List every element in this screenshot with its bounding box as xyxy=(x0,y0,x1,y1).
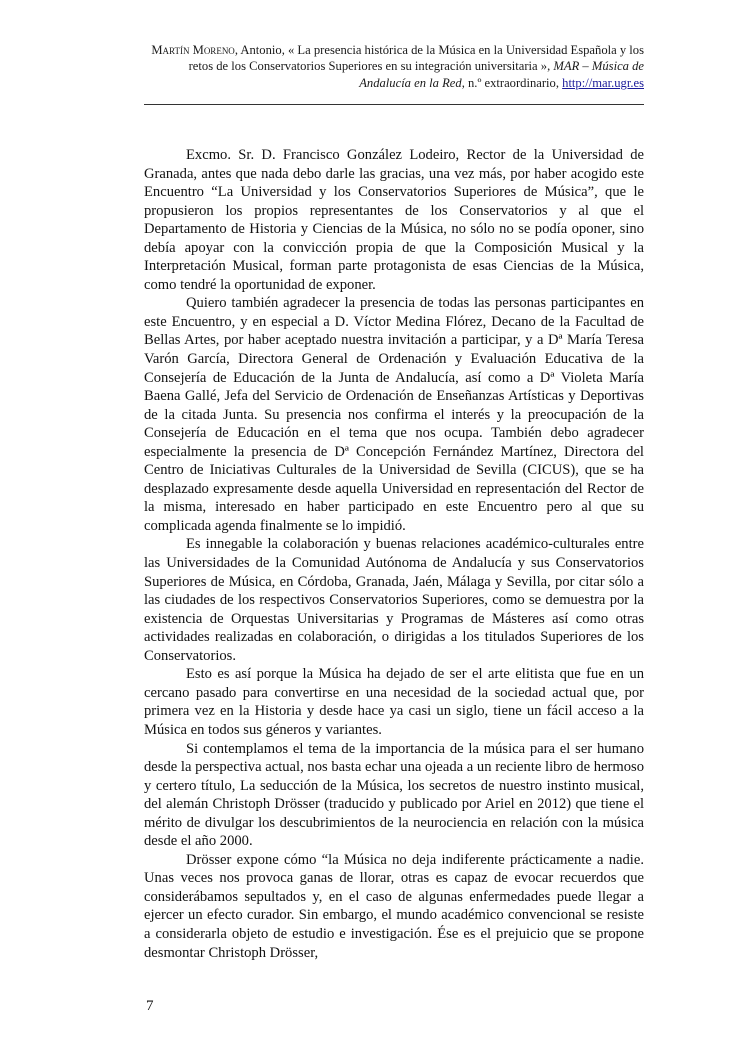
header-author: Martín Moreno xyxy=(151,43,235,57)
article-body xyxy=(144,146,644,962)
paragraph-3: Es innegable la colaboración y buenas relaciones académico-culturales entre las Universidades de la Comunidad Autónoma de Andalucía y sus Conservatorios Superiores de Música, en Córdoba, Granada, Jaén, Málaga y Sevilla, por citar sólo a las ciudades de los respectivos Conservatorios Superiores, como se demuestra por la existencia de Orquestas Universitarias y Programas de Másteres así como otras actividades realizadas en colaboración, o dirigidas a los titulados Superiores de los Conservatorios. xyxy=(144,536,644,664)
header-journal: MAR – Música de Andalucía en la Red xyxy=(359,59,644,90)
header-citation: , Antonio, « La presencia histórica de la Música en la Universidad Española y los retos de los Conservatorios Superiores en su integración universitaria », xyxy=(188,43,644,74)
running-header xyxy=(150,42,644,91)
paragraph-1: Excmo. Sr. D. Francisco González Lodeiro, Rector de la Universidad de Granada, antes que nada debo darle las gracias, una vez más, por haber acogido este Encuentro “La Universidad y los Conservatorios Superiores de Música”, que le propusieron los propios representantes de los Conservatorios y al que el Departamento de Historia y Ciencias de la Música, no sólo no se podía oponer, sino debía apoyar con la convicción propia de que la Composición Musical y la Interpretación Musical, forman parte protagonista de esas Ciencias de la Música, como tendré la oportunidad de exponer. xyxy=(144,147,644,293)
header-url-link[interactable]: http://mar.ugr.es xyxy=(562,75,644,90)
paragraph-2: Quiero también agradecer la presencia de todas las personas participantes en este Encuentro, y en especial a D. Víctor Medina Flórez, Decano de la Facultad de Bellas Artes, por haber aceptado nuestra invitación a participar, y a Dª María Teresa Varón García, Directora General de Ordenación y Evaluación Educativa de la Consejería de Educación de la Junta de Andalucía, así como a Dª Violeta María Baena Gallé, Jefa del Servicio de Ordenación de Enseñanzas Artísticas y Deportivas de la citada Junta. Su presencia nos confirma el interés y la preocupación de la Consejería de Educación en el tema que nos ocupa. También debo agradecer especialmente la presencia de Dª Concepción Fernández Martínez, Directora del Centro de Iniciativas Culturales de la Universidad de Sevilla (CICUS), que se ha desplazado expresamente desde aquella Universidad en representación del Rector de la misma, interesado en haber participado en este Encuentro pero al que su complicada agenda finalmente se lo impidió. xyxy=(144,295,644,534)
paragraph-6: Drösser expone cómo “la Música no deja indiferente prácticamente a nadie. Unas veces nos provoca ganas de llorar, otras es capaz de evocar recuerdos que considerábamos sepultados y, en el caso de algunas enfermedades puede llegar a ejercer un efecto curador. Sin embargo, el mundo académico convencional se resiste a considerarla objeto de estudio e investigación. Ése es el prejuicio que se propone desmontar Christoph Drösser, xyxy=(144,851,644,961)
header-issue: , n.º extraordinario, xyxy=(461,75,563,90)
header-rule xyxy=(144,104,644,105)
page-number: 7 xyxy=(146,998,154,1014)
paragraph-4: Esto es así porque la Música ha dejado de ser el arte elitista que fue en un cercano pasado para convertirse en una necesidad de la sociedad actual que, por primera vez en la Historia y desde hace ya casi un siglo, tiene un fácil acceso a la Música en todos sus géneros y variantes. xyxy=(144,666,644,738)
paragraph-5: Si contemplamos el tema de la importancia de la música para el ser humano desde la perspectiva actual, nos basta echar una ojeada a un reciente libro de hermoso y certero título, La seducción de la Música, los secretos de nuestro instinto musical, del alemán Christoph Drösser (traducido y publicado por Ariel en 2012) que tiene el mérito de divulgar los descubrimientos de la neurociencia en relación con la música desde el año 2000. xyxy=(144,740,644,850)
